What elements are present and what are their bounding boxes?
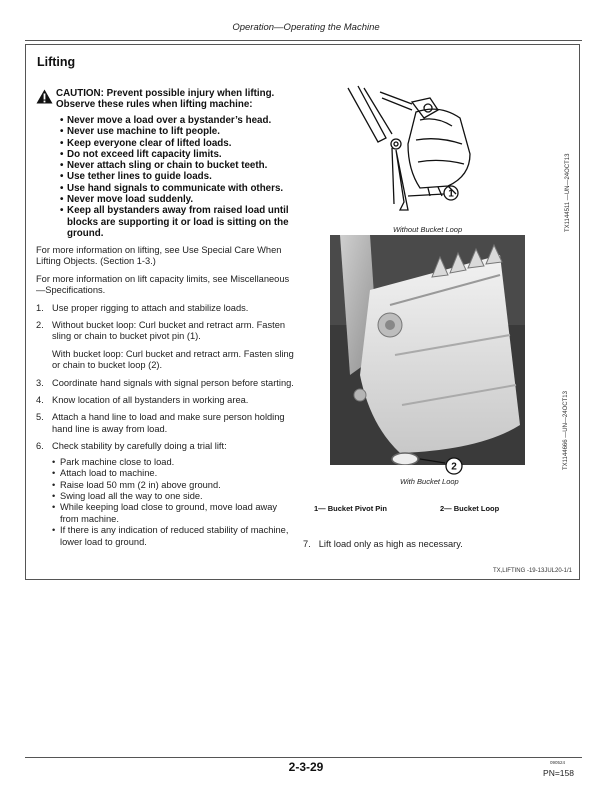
info-paragraph: For more information on lifting, see Use Special Care When Lifting Objects. (Section 1-3.) — [36, 245, 282, 267]
step-item — [36, 303, 298, 314]
substep-item: • Swing load all the way to one side. — [52, 491, 298, 502]
legend-number: 1— — [314, 504, 326, 513]
figure-2-id: TX1144666 —UN—24OCT13 — [563, 391, 569, 470]
figure-1-id: TX1144511 —UN—24OCT13 — [565, 153, 571, 232]
rule-item: • Do not exceed lift capacity limits. — [60, 149, 305, 160]
substep-item: • While keeping load close to ground, move load away from machine. — [52, 502, 298, 525]
step-item — [36, 320, 298, 372]
legend-item-2 — [440, 504, 499, 513]
step-number: 2. — [36, 320, 44, 331]
legend-item-1 — [314, 504, 387, 513]
callout-1: 1 — [448, 188, 454, 200]
step-text: Attach a hand line to load and make sure person holding hand line is away from load. — [52, 412, 285, 434]
body-text — [36, 245, 298, 554]
step-item — [36, 441, 298, 548]
page-number: 2-3-29 — [288, 760, 324, 774]
substep-item: • Attach load to machine. — [52, 468, 298, 479]
footer-code: 090524 — [549, 760, 565, 765]
legend-label: Bucket Loop — [453, 504, 500, 513]
caution-text: CAUTION: Prevent possible injury when lifting. Observe these rules when lifting machine: — [56, 88, 275, 111]
rule-item: • Never move load suddenly. — [60, 194, 305, 205]
running-head: Operation—Operating the Machine — [232, 22, 380, 33]
figure-without-bucket-loop — [320, 84, 525, 224]
substep-item: • If there is any indication of reduced stability of machine, lower load to ground. — [52, 525, 298, 548]
step-number: 6. — [36, 441, 44, 452]
legend-number: 2— — [440, 504, 452, 513]
warning-triangle-icon — [36, 89, 53, 104]
step-number: 4. — [36, 395, 44, 406]
step-item — [36, 412, 298, 435]
info-paragraph: For more information on lift capacity limits, see Miscellaneous—Specifications. — [36, 273, 290, 296]
rule-item: • Never attach sling or chain to bucket teeth. — [60, 160, 305, 171]
rule-item: • Never move a load over a bystander’s head. — [60, 115, 305, 126]
callout-2-badge — [444, 456, 464, 476]
substeps-list — [52, 457, 298, 548]
step-number: 7. — [303, 539, 311, 549]
step-text: Check stability by carefully doing a trial lift: — [52, 441, 227, 452]
rule-item: • Keep all bystanders away from raised load until blocks are supporting it or load is sitting on the ground. — [60, 205, 305, 239]
step-text: Use proper rigging to attach and stabilize loads. — [52, 302, 249, 313]
step-extra-text: With bucket loop: Curl bucket and retract arm. Fasten sling or chain to bucket loop (2). — [52, 348, 294, 371]
step-text: Lift load only as high as necessary. — [318, 539, 463, 549]
caution-rules-list — [60, 115, 305, 239]
rule-item: • Use tether lines to guide loads. — [60, 171, 305, 182]
header-rule — [25, 40, 582, 41]
legend-label: Bucket Pivot Pin — [327, 504, 387, 513]
figure-2-caption: With Bucket Loop — [400, 477, 459, 486]
substep-item: • Raise load 50 mm (2 in) above ground. — [52, 480, 298, 491]
step-7 — [303, 539, 463, 549]
figure-with-bucket-loop — [330, 235, 525, 465]
step-number: 5. — [36, 412, 44, 423]
step-number: 1. — [36, 302, 44, 313]
rule-item: • Keep everyone clear of lifted loads. — [60, 138, 305, 149]
step-text: Know location of all bystanders in working area. — [52, 395, 249, 406]
footer-rule — [25, 757, 582, 758]
step-item — [36, 378, 298, 389]
step-text: Coordinate hand signals with signal person before starting. — [52, 377, 294, 388]
section-title: Lifting — [37, 55, 76, 69]
substep-item: • Park machine close to load. — [52, 457, 298, 468]
figure-1-caption: Without Bucket Loop — [393, 225, 463, 234]
rule-item: • Use hand signals to communicate with others. — [60, 183, 305, 194]
steps-list — [36, 303, 298, 548]
caution-block — [36, 88, 296, 111]
callout-2: 2 — [451, 461, 457, 473]
rule-item: • Never use machine to lift people. — [60, 126, 305, 137]
step-text: Without bucket loop: Curl bucket and retract arm. Fasten sling or chain to bucket pivot pin (1). — [52, 320, 286, 342]
document-id: TX,LIFTING -19-13JUL20-1/1 — [492, 568, 572, 574]
step-item — [36, 395, 298, 406]
step-number: 3. — [36, 377, 44, 388]
page-index: PN=158 — [543, 768, 574, 778]
